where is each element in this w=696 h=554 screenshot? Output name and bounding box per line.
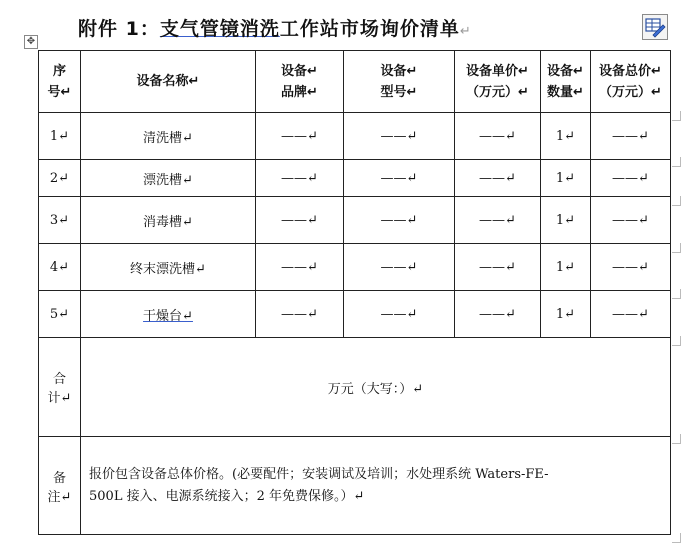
table-row xyxy=(39,197,671,244)
equipment-brand: ——↵ xyxy=(256,113,344,160)
equipment-brand: ——↵ xyxy=(256,291,344,338)
equipment-model: ——↵ xyxy=(344,160,455,197)
price-inquiry-table xyxy=(38,50,671,535)
header-cell: 设备↵ 品牌↵ xyxy=(256,51,344,113)
row-number: 5↵ xyxy=(39,291,81,338)
row-end-mark xyxy=(672,157,681,167)
layout-options-icon[interactable] xyxy=(642,14,668,40)
quantity: 1↵ xyxy=(541,160,591,197)
row-number: 2↵ xyxy=(39,160,81,197)
header-cell: 序 号↵ xyxy=(39,51,81,113)
total-price: ——↵ xyxy=(591,197,671,244)
row-number: 1↵ xyxy=(39,113,81,160)
equipment-brand: ——↵ xyxy=(256,160,344,197)
equipment-name: 漂洗槽↵ xyxy=(81,160,256,197)
equipment-model: ——↵ xyxy=(344,113,455,160)
title-underlined: 支气管镜消洗 xyxy=(159,18,280,40)
equipment-model: ——↵ xyxy=(344,291,455,338)
table-row xyxy=(39,291,671,338)
row-number: 3↵ xyxy=(39,197,81,244)
unit-price: ——↵ xyxy=(455,160,541,197)
note-label: 备 注↵ xyxy=(39,437,81,535)
title-prefix: 附件 1： xyxy=(78,18,160,40)
equipment-brand: ——↵ xyxy=(256,197,344,244)
unit-price: ——↵ xyxy=(455,291,541,338)
header-cell: 设备↵ 型号↵ xyxy=(344,51,455,113)
unit-price: ——↵ xyxy=(455,113,541,160)
row-number: 4↵ xyxy=(39,244,81,291)
row-end-mark xyxy=(672,434,681,444)
quantity: 1↵ xyxy=(541,113,591,160)
note-text: 报价包含设备总体价格。(必要配件；安装调试及培训；水处理系统 Waters-FE- 500L 接入、电源系统接入；2 年免费保修。）↵ xyxy=(81,437,671,535)
equipment-brand: ——↵ xyxy=(256,244,344,291)
header-row xyxy=(39,51,671,113)
title-suffix: 工作站市场询价清单 xyxy=(279,18,460,40)
total-price: ——↵ xyxy=(591,160,671,197)
row-end-mark xyxy=(672,196,681,206)
quantity: 1↵ xyxy=(541,197,591,244)
header-cell: 设备单价↵ （万元）↵ xyxy=(455,51,541,113)
row-end-mark xyxy=(672,243,681,253)
equipment-model: ——↵ xyxy=(344,197,455,244)
unit-price: ——↵ xyxy=(455,197,541,244)
paragraph-mark: ↵ xyxy=(459,24,472,39)
total-price: ——↵ xyxy=(591,244,671,291)
table-row xyxy=(39,113,671,160)
document-title xyxy=(78,14,472,41)
total-price: ——↵ xyxy=(591,113,671,160)
row-end-mark xyxy=(672,336,681,346)
equipment-name: 终末漂洗槽↵ xyxy=(81,244,256,291)
equipment-model: ——↵ xyxy=(344,244,455,291)
table-row xyxy=(39,160,671,197)
total-price: ——↵ xyxy=(591,291,671,338)
equipment-name: 干燥台↵ xyxy=(81,291,256,338)
total-value: 万元（大写：）↵ xyxy=(81,338,671,437)
table-move-handle-icon[interactable]: ✥ xyxy=(24,35,38,49)
header-cell: 设备名称↵ xyxy=(81,51,256,113)
table-row xyxy=(39,244,671,291)
row-end-mark xyxy=(672,533,681,543)
total-label: 合 计↵ xyxy=(39,338,81,437)
unit-price: ——↵ xyxy=(455,244,541,291)
quantity: 1↵ xyxy=(541,244,591,291)
equipment-name: 清洗槽↵ xyxy=(81,113,256,160)
row-end-mark xyxy=(672,111,681,121)
quantity: 1↵ xyxy=(541,291,591,338)
total-row xyxy=(39,338,671,437)
header-cell: 设备↵ 数量↵ xyxy=(541,51,591,113)
note-row xyxy=(39,437,671,535)
equipment-name: 消毒槽↵ xyxy=(81,197,256,244)
row-end-mark xyxy=(672,289,681,299)
header-cell: 设备总价↵ （万元）↵ xyxy=(591,51,671,113)
